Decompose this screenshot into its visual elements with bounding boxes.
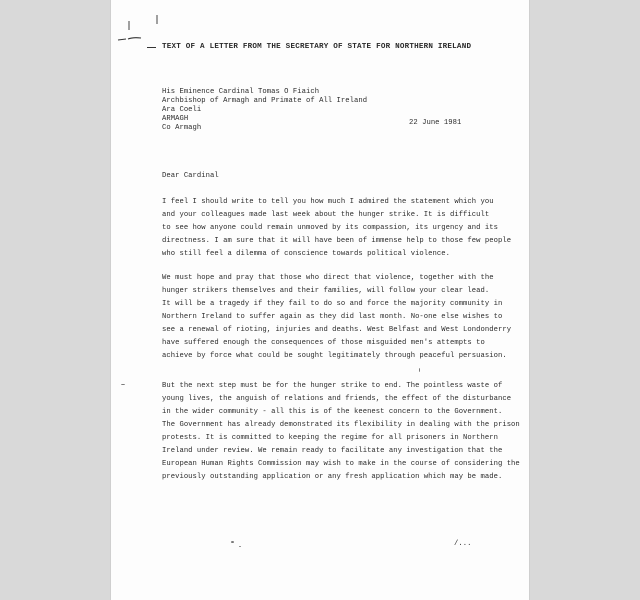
body-line: who still feel a dilemma of conscience towards political violence. <box>162 250 450 258</box>
scan-speck <box>121 384 125 385</box>
body-line: I feel I should write to tell you how much I admired the statement which you <box>162 198 494 206</box>
salutation: Dear Cardinal <box>162 172 219 180</box>
body-line: It will be a tragedy if they fail to do so and force the majority community in <box>162 300 503 308</box>
handwritten-tick <box>155 15 159 24</box>
scan-speck <box>419 368 420 372</box>
body-line: and your colleagues made last week about the hunger strike. It is difficult <box>162 211 490 219</box>
body-line: young lives, the anguish of relations and friends, the effect of the disturbance <box>162 395 512 403</box>
handwritten-mark <box>117 36 143 42</box>
continuation-mark: /... <box>454 540 472 548</box>
body-line: We must hope and pray that those who direct that violence, together with the <box>162 274 494 282</box>
recipient-line: His Eminence Cardinal Tomas O Fiaich <box>162 88 320 96</box>
letter-date: 22 June 1981 <box>409 119 462 127</box>
body-line: see a renewal of rioting, injuries and deaths. West Belfast and West Londonderry <box>162 326 512 334</box>
body-line: protests. It is committed to keeping the regime for all prisoners in Northern <box>162 434 498 442</box>
body-line: Northern Ireland to suffer again as they did last month. No-one else wishes to <box>162 313 503 321</box>
recipient-line: Ara Coeli <box>162 106 202 114</box>
body-line: in the wider community - all this is of the keenest concern to the Government. <box>162 408 503 416</box>
letter-heading: TEXT OF A LETTER FROM THE SECRETARY OF STATE FOR NORTHERN IRELAND <box>162 43 472 51</box>
body-line: have suffered enough the consequences of those misguided men's attempts to <box>162 339 485 347</box>
body-line: European Human Rights Commission may wish to make in the course of considering the <box>162 460 520 468</box>
body-line: The Government has already demonstrated its flexibility in dealing with the prison <box>162 421 520 429</box>
heading-dash <box>147 47 156 48</box>
body-line: directness. I am sure that it will have been of immense help to those few people <box>162 237 512 245</box>
scan-speck <box>239 546 241 547</box>
body-line: But the next step must be for the hunger strike to end. The pointless waste of <box>162 382 503 390</box>
recipient-line: Co Armagh <box>162 124 202 132</box>
body-line: to see how anyone could remain unmoved by its compassion, its urgency and its <box>162 224 498 232</box>
letter-page <box>111 0 529 600</box>
recipient-line: ARMAGH <box>162 115 189 123</box>
handwritten-tick <box>127 21 131 30</box>
body-line: previously outstanding application or any fresh application which may be made. <box>162 473 503 481</box>
body-line: Ireland under review. We remain ready to facilitate any investigation that the <box>162 447 503 455</box>
recipient-line: Archbishop of Armagh and Primate of All Ireland <box>162 97 368 105</box>
body-line: hunger strikers themselves and their families, will follow your clear lead. <box>162 287 490 295</box>
scan-speck <box>231 541 234 543</box>
body-line: achieve by force what could be sought legitimately through peaceful persuasion. <box>162 352 507 360</box>
